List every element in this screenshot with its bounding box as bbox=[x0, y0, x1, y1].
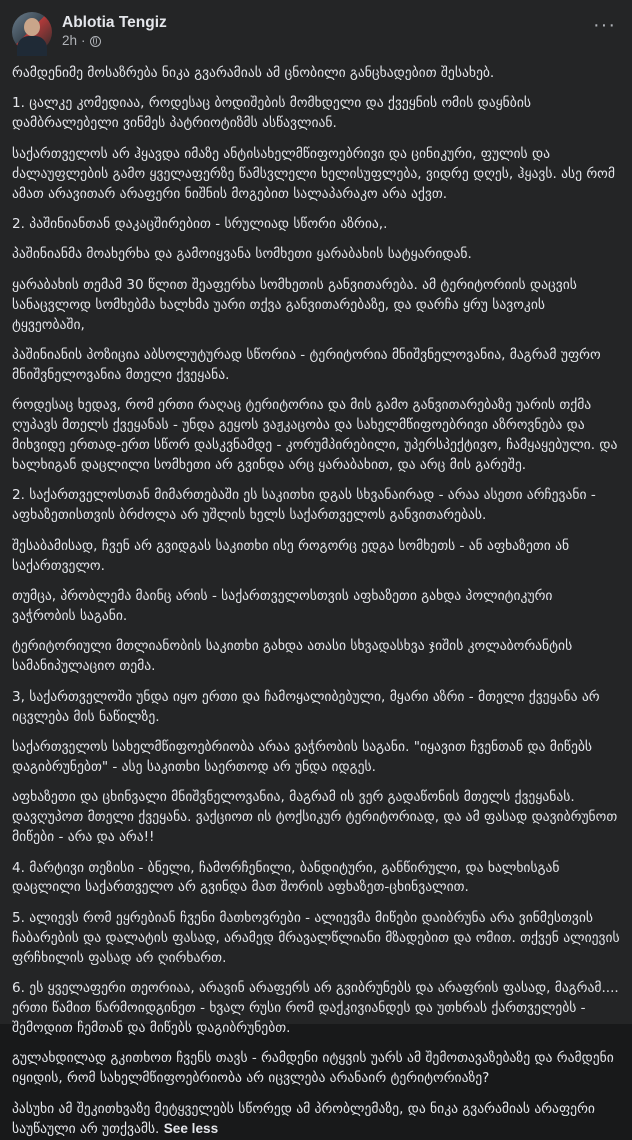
post-paragraph: 6. ეს ყველაფერი თეორიაა, არავინ არაფერს არ გვიბრუნებს და არაფრის ფასად, მაგრამ.... ერთი წამით წარმოიდგინეთ - ხვალ რუსი რომ დაქკივიანდეს და უთხრას ქართველებს - შემოდით ჩემთან და მიწებს დაგიბრუნებთ. bbox=[12, 980, 619, 1036]
separator-dot: · bbox=[81, 33, 86, 48]
post-paragraph: როდესაც ხედავ, რომ ერთი რაღაც ტერიტორია და მის გამო განვითარებაზე უარის თქმა ღუპავს მთელს ქვეყანას - უნდა გეყოს ვაჟკაცობა და სახელმწიფოებრივი აზროვნება და მიხვიდე ერთად-ერთ სწორ დასკვნამდე - კორუმპირებილი, უპერსპექტივო, ჩამყაყებული. და ხალხიგან დაცლილი სომხეთი არ გვინდა არც ყარაბახით, და არც მის გარეშე. bbox=[12, 397, 618, 473]
post-timestamp[interactable]: 2h bbox=[62, 33, 78, 48]
post-paragraph: შესაბამისად, ჩვენ არ გვიდგას საკითხი ისე როგორც ედგა სომხეთს - ან აფხაზეთი ან საქართველო. bbox=[12, 537, 570, 574]
post-paragraph: 2. პაშინიანთან დაკაცშირებით - სრულიად სწორი აზრია,. bbox=[12, 215, 388, 232]
see-less-link[interactable]: See less bbox=[163, 1121, 219, 1137]
post-paragraph: თუმცა, პრობლემა მაინც არის - საქართველოსთვის აფხაზეთი გახდა პოლიტიკური ვაჭრობის საგანი. bbox=[12, 588, 553, 624]
post-paragraph: 3, საქართველოში უნდა იყო ერთი და ჩამოყალიბებული, მყარი აზრი - მთელი ქვეყანა არ იცვლება მის ნაწილზე. bbox=[12, 688, 600, 725]
post-paragraph: ტერიტორიული მთლიანობის საკითხი გახდა ათასი სხვადასხვა ჯიშის კოლაბორანტის სამანიპულაციო თემა. bbox=[12, 638, 573, 675]
post-paragraph: რამდენიმე მოსაზრება ნიკა გვარამიას ამ ცნობილი განცხადებით შესახებ. bbox=[12, 65, 495, 81]
post-paragraph: პაშინიანის პოზიცია აბსოლუტურად სწორია - ტერიტორია მნიშვნელოვანია, მაგრამ უფრო მნიშვნელოვანია მთელი ქვეყანა. bbox=[12, 346, 601, 383]
post-paragraph: პაშინიანმა მოახერხა და გამოიყვანა სომხეთი ყარაბახის სატყარიდან. bbox=[12, 246, 472, 263]
post-paragraph: ყარაბახის თემამ 30 წლით შეაფერხა სომხეთის განვითარება. ამ ტერიტორიის დაცვის სანაცვლოდ სომხებმა ხალხმა უარი თქვა განვითარებაზე, და დარჩა ყრუ სავოკის ტყვეობაში, bbox=[12, 276, 577, 333]
post-header bbox=[0, 10, 632, 54]
post-paragraph-text: პასუხი ამ შეკითხვაზე მეტყველებს სწორედ ამ პრობლემაზე, და ნიკა გვარამიას არაფერი საუწაული არ უთქვამს. bbox=[12, 1100, 595, 1138]
post-paragraph: 2. საქართველოსთან მიმართებაში ეს საკითხი დგას სხვანაირად - არაა ასეთი არჩევანი - აფხაზეთისთვის ბრძოლა არ უშლის ხელს საქართველოს განვითარებას. bbox=[12, 487, 596, 524]
post-paragraph: აფხაზეთი და ცხინვალი მნიშვნელოვანია, მაგრამ ის ვერ გადაწონის მთელს ქვეყანას. დავღუპოთ მთელი ქვეყანა. ვაქციოთ ის ტოქსიკურ ტერიტორიად, და ამ ფასად დავიბრუნოთ მიწები - არა და არა!! bbox=[12, 789, 618, 846]
avatar-face bbox=[24, 18, 40, 36]
globe-icon[interactable] bbox=[90, 36, 101, 47]
post-paragraph: 5. ალიევს რომ ეყრებიან ჩვენი მათხოვრები - ალიევმა მიწები დაიბრუნა არა ვინმესთვის ჩაბარების და დალატის ფასად, არამედ მრავალწლიანი მზადებით და ომით. თქვენ ალიევის ფრჩხილის ფასად არ ღირხართ. bbox=[12, 909, 620, 966]
post-paragraph: გულახდილად გკითხოთ ჩვენს თავს - რამდენი იტყვის უარს ამ შემოთავაზებაზე და რამდენი იყიდის, რომ სახელმწიფოებრიობა არ იცვლება არანაირ ტერიტორიაზე? bbox=[12, 1050, 614, 1087]
ellipsis-icon[interactable]: ··· bbox=[593, 14, 616, 36]
post-paragraph: საქართველოს არ ჰყავდა იმაზე ანტისახელმწიფოებრივი და ცინიკური, ფულის და ძალაუფლების გამო ყველაფერზე წამსვლელი ხელისუფლება, ვიდრე დღეს, ჰყავს. ასე რომ ამათ არავითარ არაფერი ნიშნის მოგებით სალაპარაკო არა აქვთ. bbox=[12, 145, 615, 202]
post-paragraph-last bbox=[12, 1100, 620, 1140]
post-paragraph: საქართველოს სახელმწიფოებრიობა არაა ვაჭრობის საგანი. "იყავით ჩვენთან და მიწებს დაგიბრუნებთ" - ასე საკითხი საერთოდ არ უნდა იდგეს. bbox=[12, 738, 592, 775]
post-subline bbox=[62, 32, 167, 50]
post-body bbox=[0, 54, 632, 1140]
post-paragraph: 1. ცალკე კომედიაა, როდესაც ბოდიშების მომხდელი და ქვეყნის ომის დაყნბის დამბრალებელი ვინმეს პატრიოტიზმს ასწავლიან. bbox=[12, 95, 531, 132]
avatar-shirt bbox=[17, 36, 47, 56]
post-meta bbox=[62, 10, 167, 50]
author-avatar[interactable] bbox=[12, 12, 52, 52]
post-paragraph: 4. მარტივი თეზისი - ბნელი, ჩამორჩენილი, ბანდიტური, განწირული, და ხალხისგან დაცლილი საქართველო არ გვინდა მათ შორის აფხაზეთ-ცხინვალით. bbox=[12, 859, 560, 896]
author-name[interactable]: Ablotia Tengiz bbox=[62, 14, 167, 31]
